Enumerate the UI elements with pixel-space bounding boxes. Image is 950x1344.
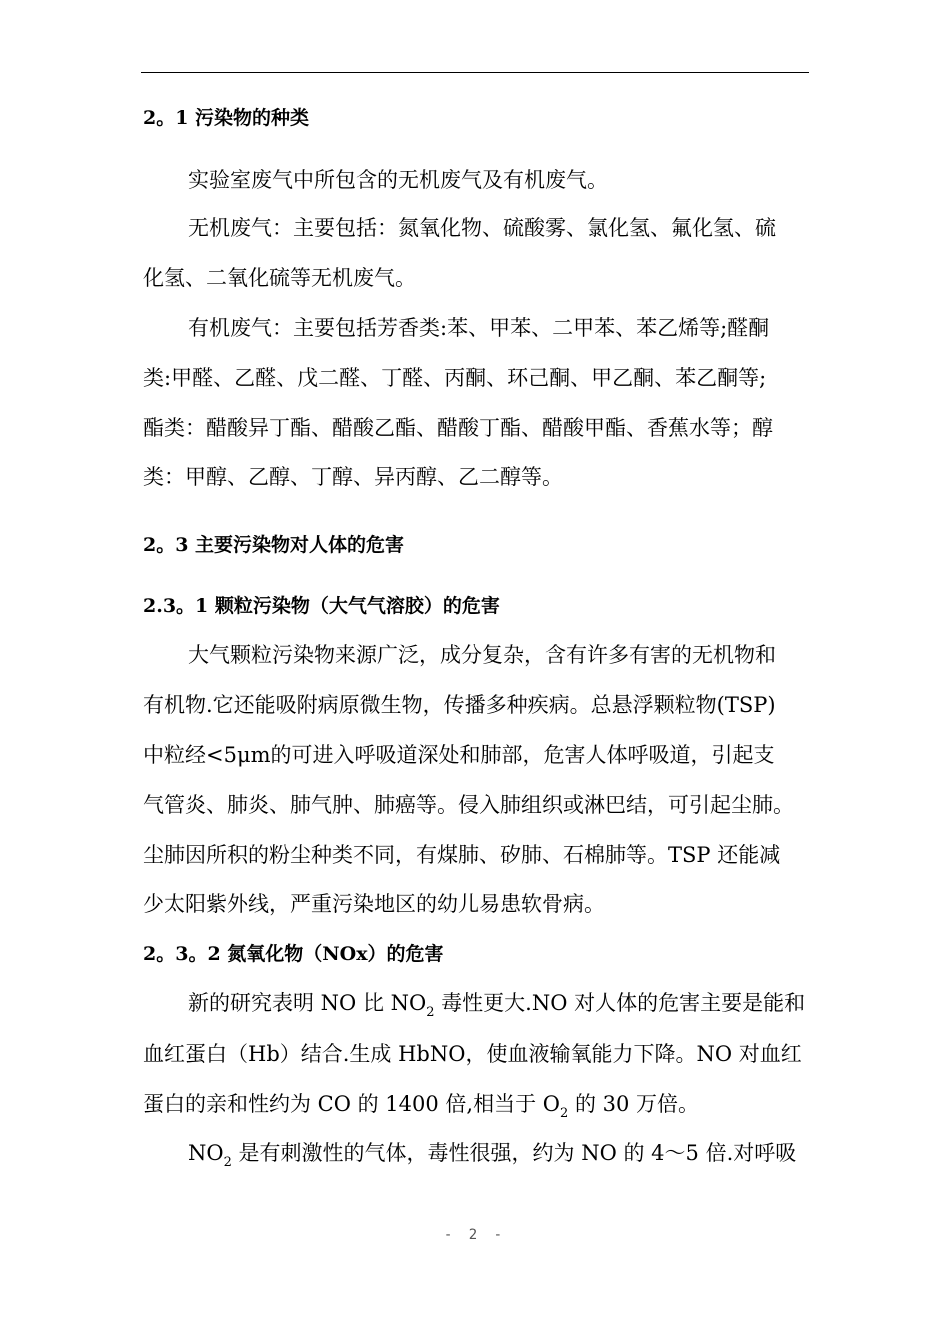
section-heading-2-3: 2。3 主要污染物对人体的危害 [143,534,405,556]
paragraph-line: 类：甲醇、乙醇、丁醇、异丙醇、乙二醇等。 [143,465,563,489]
paragraph-line: 血红蛋白（Hb）结合.生成 HbNO，使血液输氧能力下降。NO 对血红 [143,1042,802,1066]
paragraph-line: 少太阳紫外线，严重污染地区的幼儿易患软骨病。 [143,892,605,916]
section-heading-2-1: 2。1 污染物的种类 [143,107,310,129]
paragraph-line [188,1139,823,1170]
paragraph-line [188,989,823,1020]
subscript: 2 [560,1106,569,1121]
section-heading-2-3-1: 2.3。1 颗粒污染物（大气气溶胶）的危害 [143,595,500,617]
paragraph-line: 酯类：醋酸异丁酯、醋酸乙酯、醋酸丁酯、醋酸甲酯、香蕉水等；醇 [143,416,773,440]
paragraph-line: 有机废气：主要包括芳香类:苯、甲苯、二甲苯、苯乙烯等;醛酮 [188,316,770,340]
text-run: 蛋白的亲和性约为 CO 的 1400 倍,相当于 O [143,1092,560,1116]
subscript: 2 [426,1005,435,1020]
paragraph-line: 无机废气：主要包括：氮氧化物、硫酸雾、氯化氢、氟化氢、硫 [188,216,776,240]
text-run: NO [188,1141,224,1165]
text-run: 的 30 万倍。 [568,1092,700,1116]
paragraph-line: 有机物.它还能吸附病原微生物，传播多种疾病。总悬浮颗粒物(TSP) [143,693,776,717]
paragraph-line: 类:甲醛、乙醛、戊二醛、丁醛、丙酮、环己酮、甲乙酮、苯乙酮等; [143,366,767,390]
header-rule [141,72,809,73]
paragraph-line: 化氢、二氧化硫等无机废气。 [143,266,416,290]
paragraph-line: 中粒经<5μm的可进入呼吸道深处和肺部，危害人体呼吸道，引起支 [143,743,775,767]
subscript: 2 [223,1155,232,1170]
paragraph-line: 实验室废气中所包含的无机废气及有机废气。 [188,168,608,192]
text-run: 是有刺激性的气体，毒性很强，约为 NO 的 4～5 倍.对呼吸 [231,1141,797,1165]
text-run: 新的研究表明 NO 比 NO [188,991,427,1015]
paragraph-line [143,1090,823,1121]
paragraph-line: 大气颗粒污染物来源广泛，成分复杂，含有许多有害的无机物和 [188,643,776,667]
page-number: - 2 - [443,1227,507,1243]
text-run: 毒性更大.NO 对人体的危害主要是能和 [434,991,806,1015]
paragraph-line: 尘肺因所积的粉尘种类不同，有煤肺、矽肺、石棉肺等。TSP 还能减 [143,843,781,867]
paragraph-line: 气管炎、肺炎、肺气肿、肺癌等。侵入肺组织或淋巴结，可引起尘肺。 [143,793,794,817]
section-heading-2-3-2: 2。3。2 氮氧化物（NOx）的危害 [143,943,444,965]
